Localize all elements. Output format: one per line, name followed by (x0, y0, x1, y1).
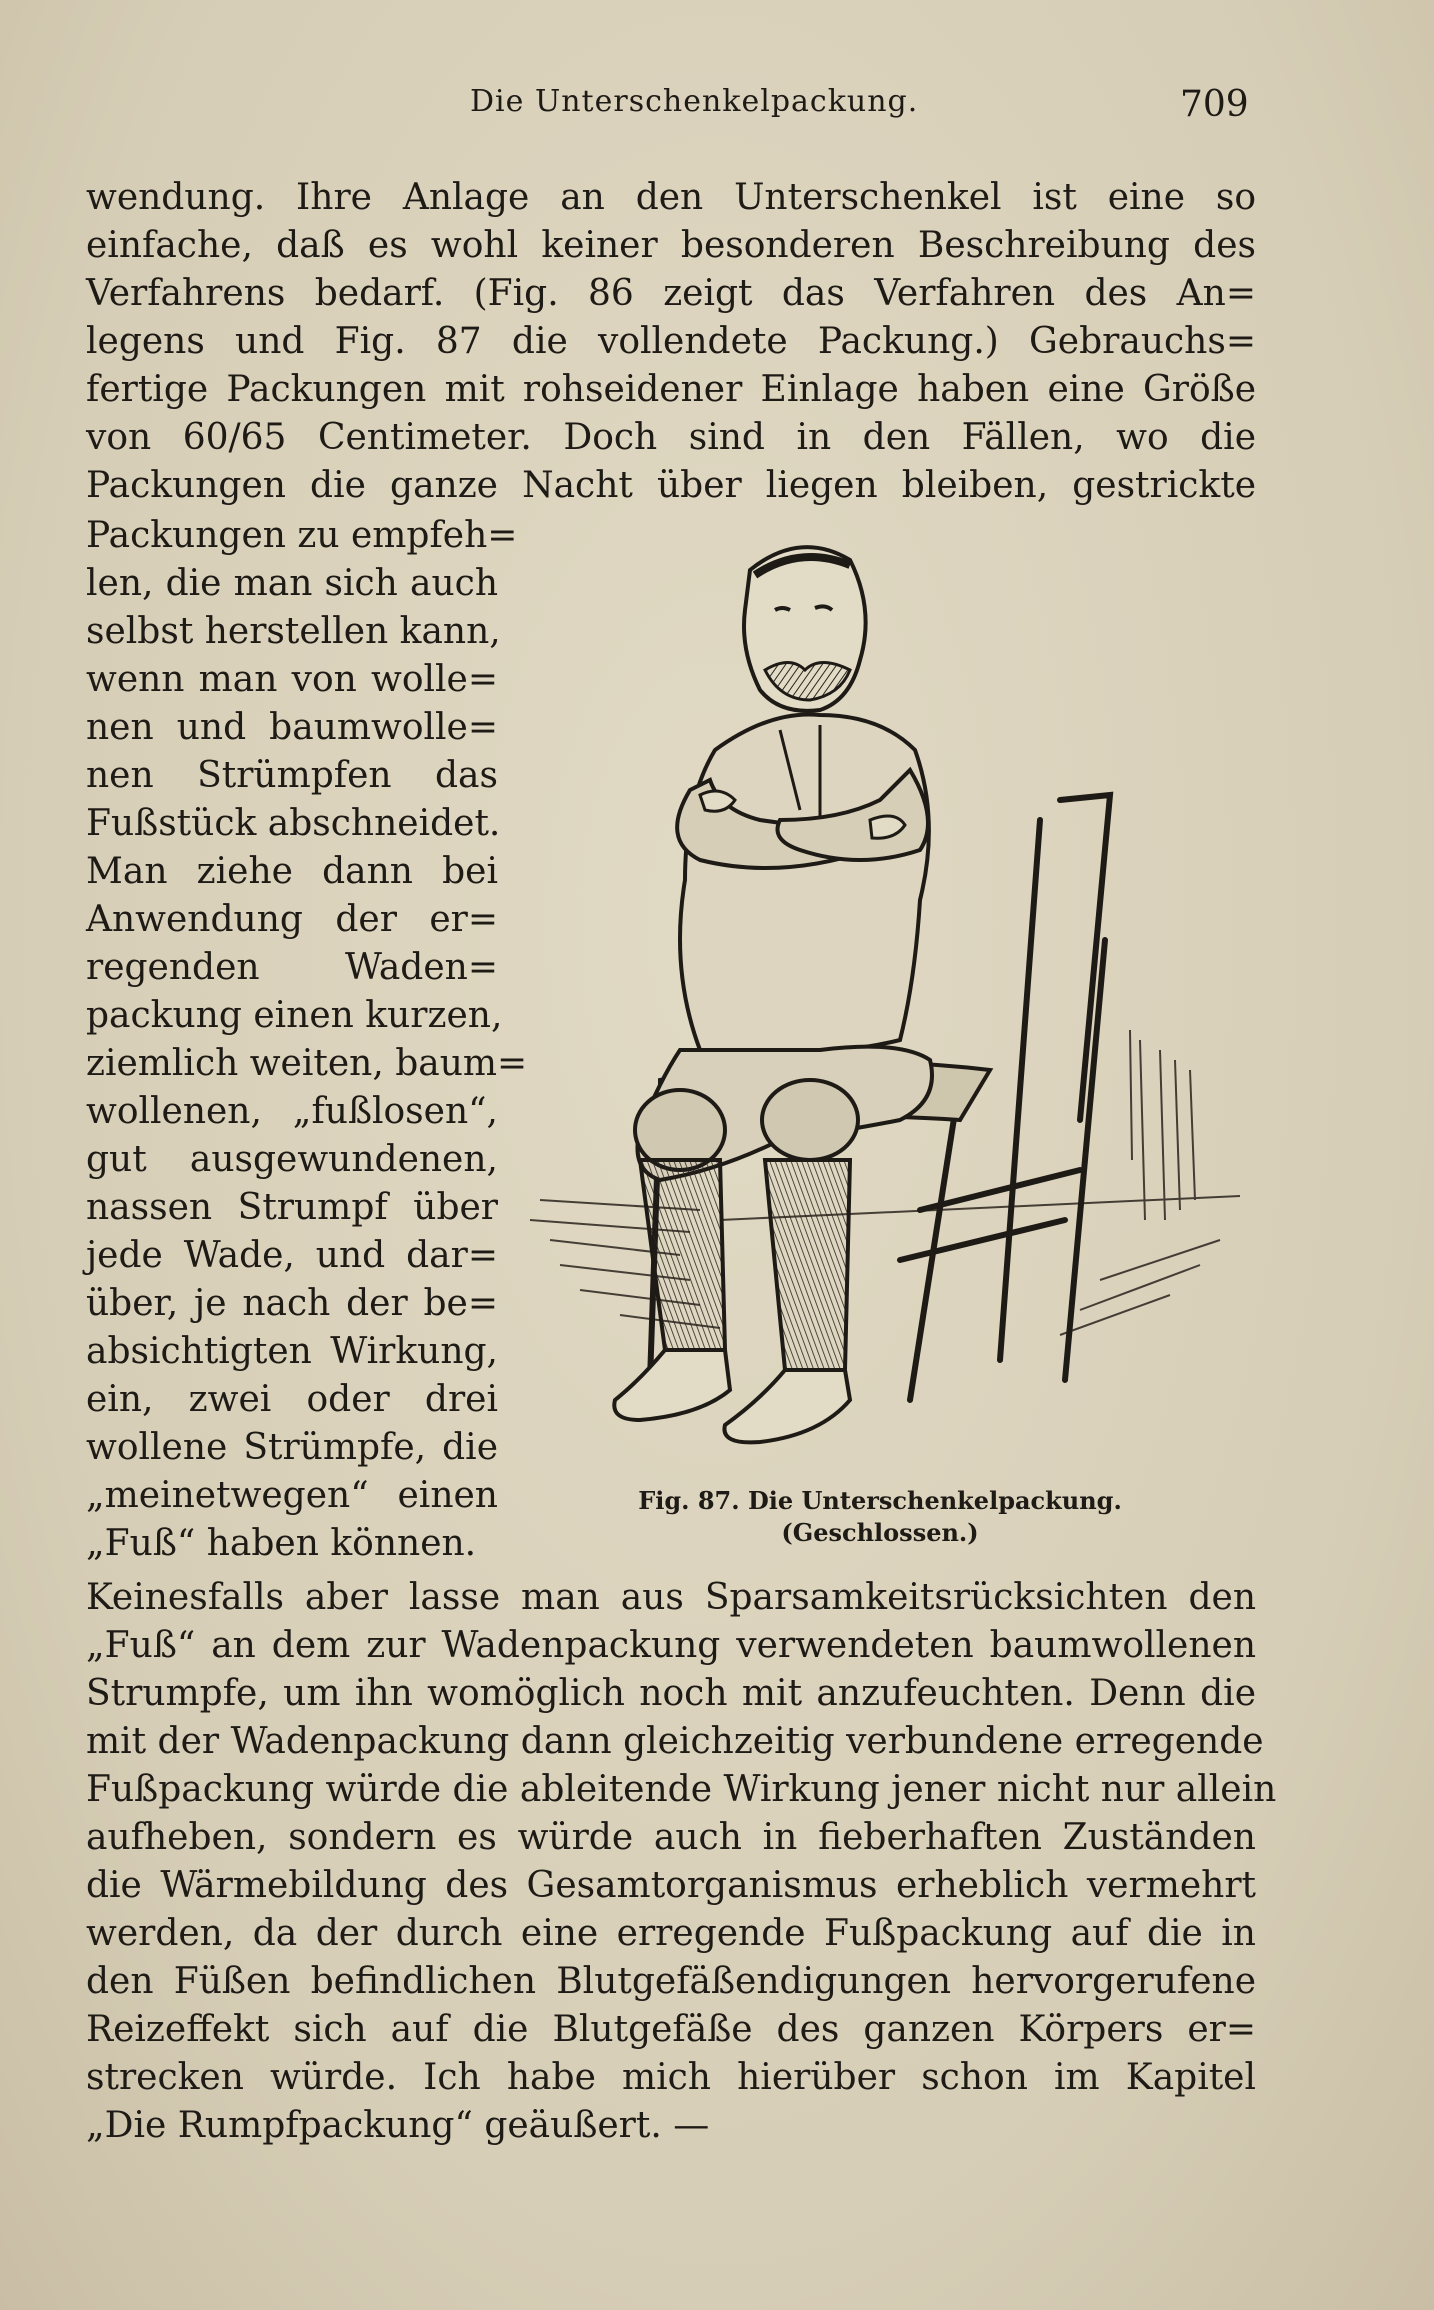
figure-illustration (520, 520, 1240, 1480)
text-line: absichtigten Wirkung, (86, 1331, 498, 1372)
text-line: len, die man sich auch (86, 563, 498, 604)
text-line: Packungen die ganze Nacht über liegen bleiben, gestrickte (86, 465, 1256, 506)
text-line: gut ausgewundenen, (86, 1139, 498, 1180)
text-line: Fußstück abschneidet. (86, 803, 501, 844)
text-line: einfache, daß es wohl keiner besonderen Beschreibung des (86, 225, 1256, 266)
text-line: Strumpfe, um ihn womöglich noch mit anzufeuchten. Denn die (86, 1673, 1256, 1714)
text-line: „Fuß“ an dem zur Wadenpackung verwendeten baumwollenen (86, 1625, 1256, 1666)
text-line: strecken würde. Ich habe mich hierüber schon im Kapitel (86, 2057, 1256, 2098)
text-line: „meinetwegen“ einen (86, 1475, 498, 1516)
text-line: „Fuß“ haben können. (86, 1523, 477, 1564)
text-line: jede Wade, und dar= (86, 1235, 498, 1276)
text-line: wollene Strümpfe, die (86, 1427, 498, 1468)
caption-subtitle: (Geschlossen.) (781, 1518, 979, 1547)
text-line: Anwendung der er= (86, 899, 498, 940)
text-line: wenn man von wolle= (86, 659, 498, 700)
figure-caption (520, 1485, 1240, 1549)
text-line: von 60/65 Centimeter. Doch sind in den Fällen, wo die (86, 417, 1256, 458)
text-line: fertige Packungen mit rohseidener Einlage haben eine Größe (86, 369, 1256, 410)
text-line: Verfahrens bedarf. (Fig. 86 zeigt das Verfahren des An= (86, 273, 1256, 314)
text-line: die Wärmebildung des Gesamtorganismus erheblich vermehrt (86, 1865, 1256, 1906)
text-line: Reizeffekt sich auf die Blutgefäße des ganzen Körpers er= (86, 2009, 1256, 2050)
text-line: Fußpackung würde die ableitende Wirkung jener nicht nur allein (86, 1769, 1277, 1810)
text-line: wendung. Ihre Anlage an den Unterschenkel ist eine so (86, 177, 1256, 218)
text-line: Keinesfalls aber lasse man aus Sparsamkeitsrücksichten den (86, 1577, 1256, 1618)
text-line: „Die Rumpfpackung“ geäußert. — (86, 2105, 710, 2146)
text-line: regenden Waden= (86, 947, 498, 988)
caption-title: Fig. 87. Die Unterschenkelpackung. (638, 1486, 1122, 1515)
running-head: Die Unterschenkelpackung. (470, 84, 919, 119)
text-line: ein, zwei oder drei (86, 1379, 498, 1420)
text-line: aufheben, sondern es würde auch in fieberhaften Zuständen (86, 1817, 1256, 1858)
text-line: selbst herstellen kann, (86, 611, 501, 652)
text-line: Packungen zu empfeh= (86, 515, 518, 556)
text-line: werden, da der durch eine erregende Fußpackung auf die in (86, 1913, 1256, 1954)
text-line: legens und Fig. 87 die vollendete Packung.) Gebrauchs= (86, 321, 1256, 362)
page-number: 709 (1180, 84, 1249, 125)
text-line: nen und baumwolle= (86, 707, 498, 748)
text-line: nassen Strumpf über (86, 1187, 498, 1228)
text-line: über, je nach der be= (86, 1283, 498, 1324)
text-line: ziemlich weiten, baum= (86, 1043, 528, 1084)
page-header (0, 84, 1434, 134)
text-line: nen Strümpfen das (86, 755, 498, 796)
text-line: wollenen, „fußlosen“, (86, 1091, 498, 1132)
seated-man-illustration (520, 520, 1240, 1480)
text-line: Man ziehe dann bei (86, 851, 498, 892)
text-line: mit der Wadenpackung dann gleichzeitig verbundene erregende (86, 1721, 1264, 1762)
text-line: den Füßen befindlichen Blutgefäßendigungen hervorgerufene (86, 1961, 1256, 2002)
text-line: packung einen kurzen, (86, 995, 503, 1036)
